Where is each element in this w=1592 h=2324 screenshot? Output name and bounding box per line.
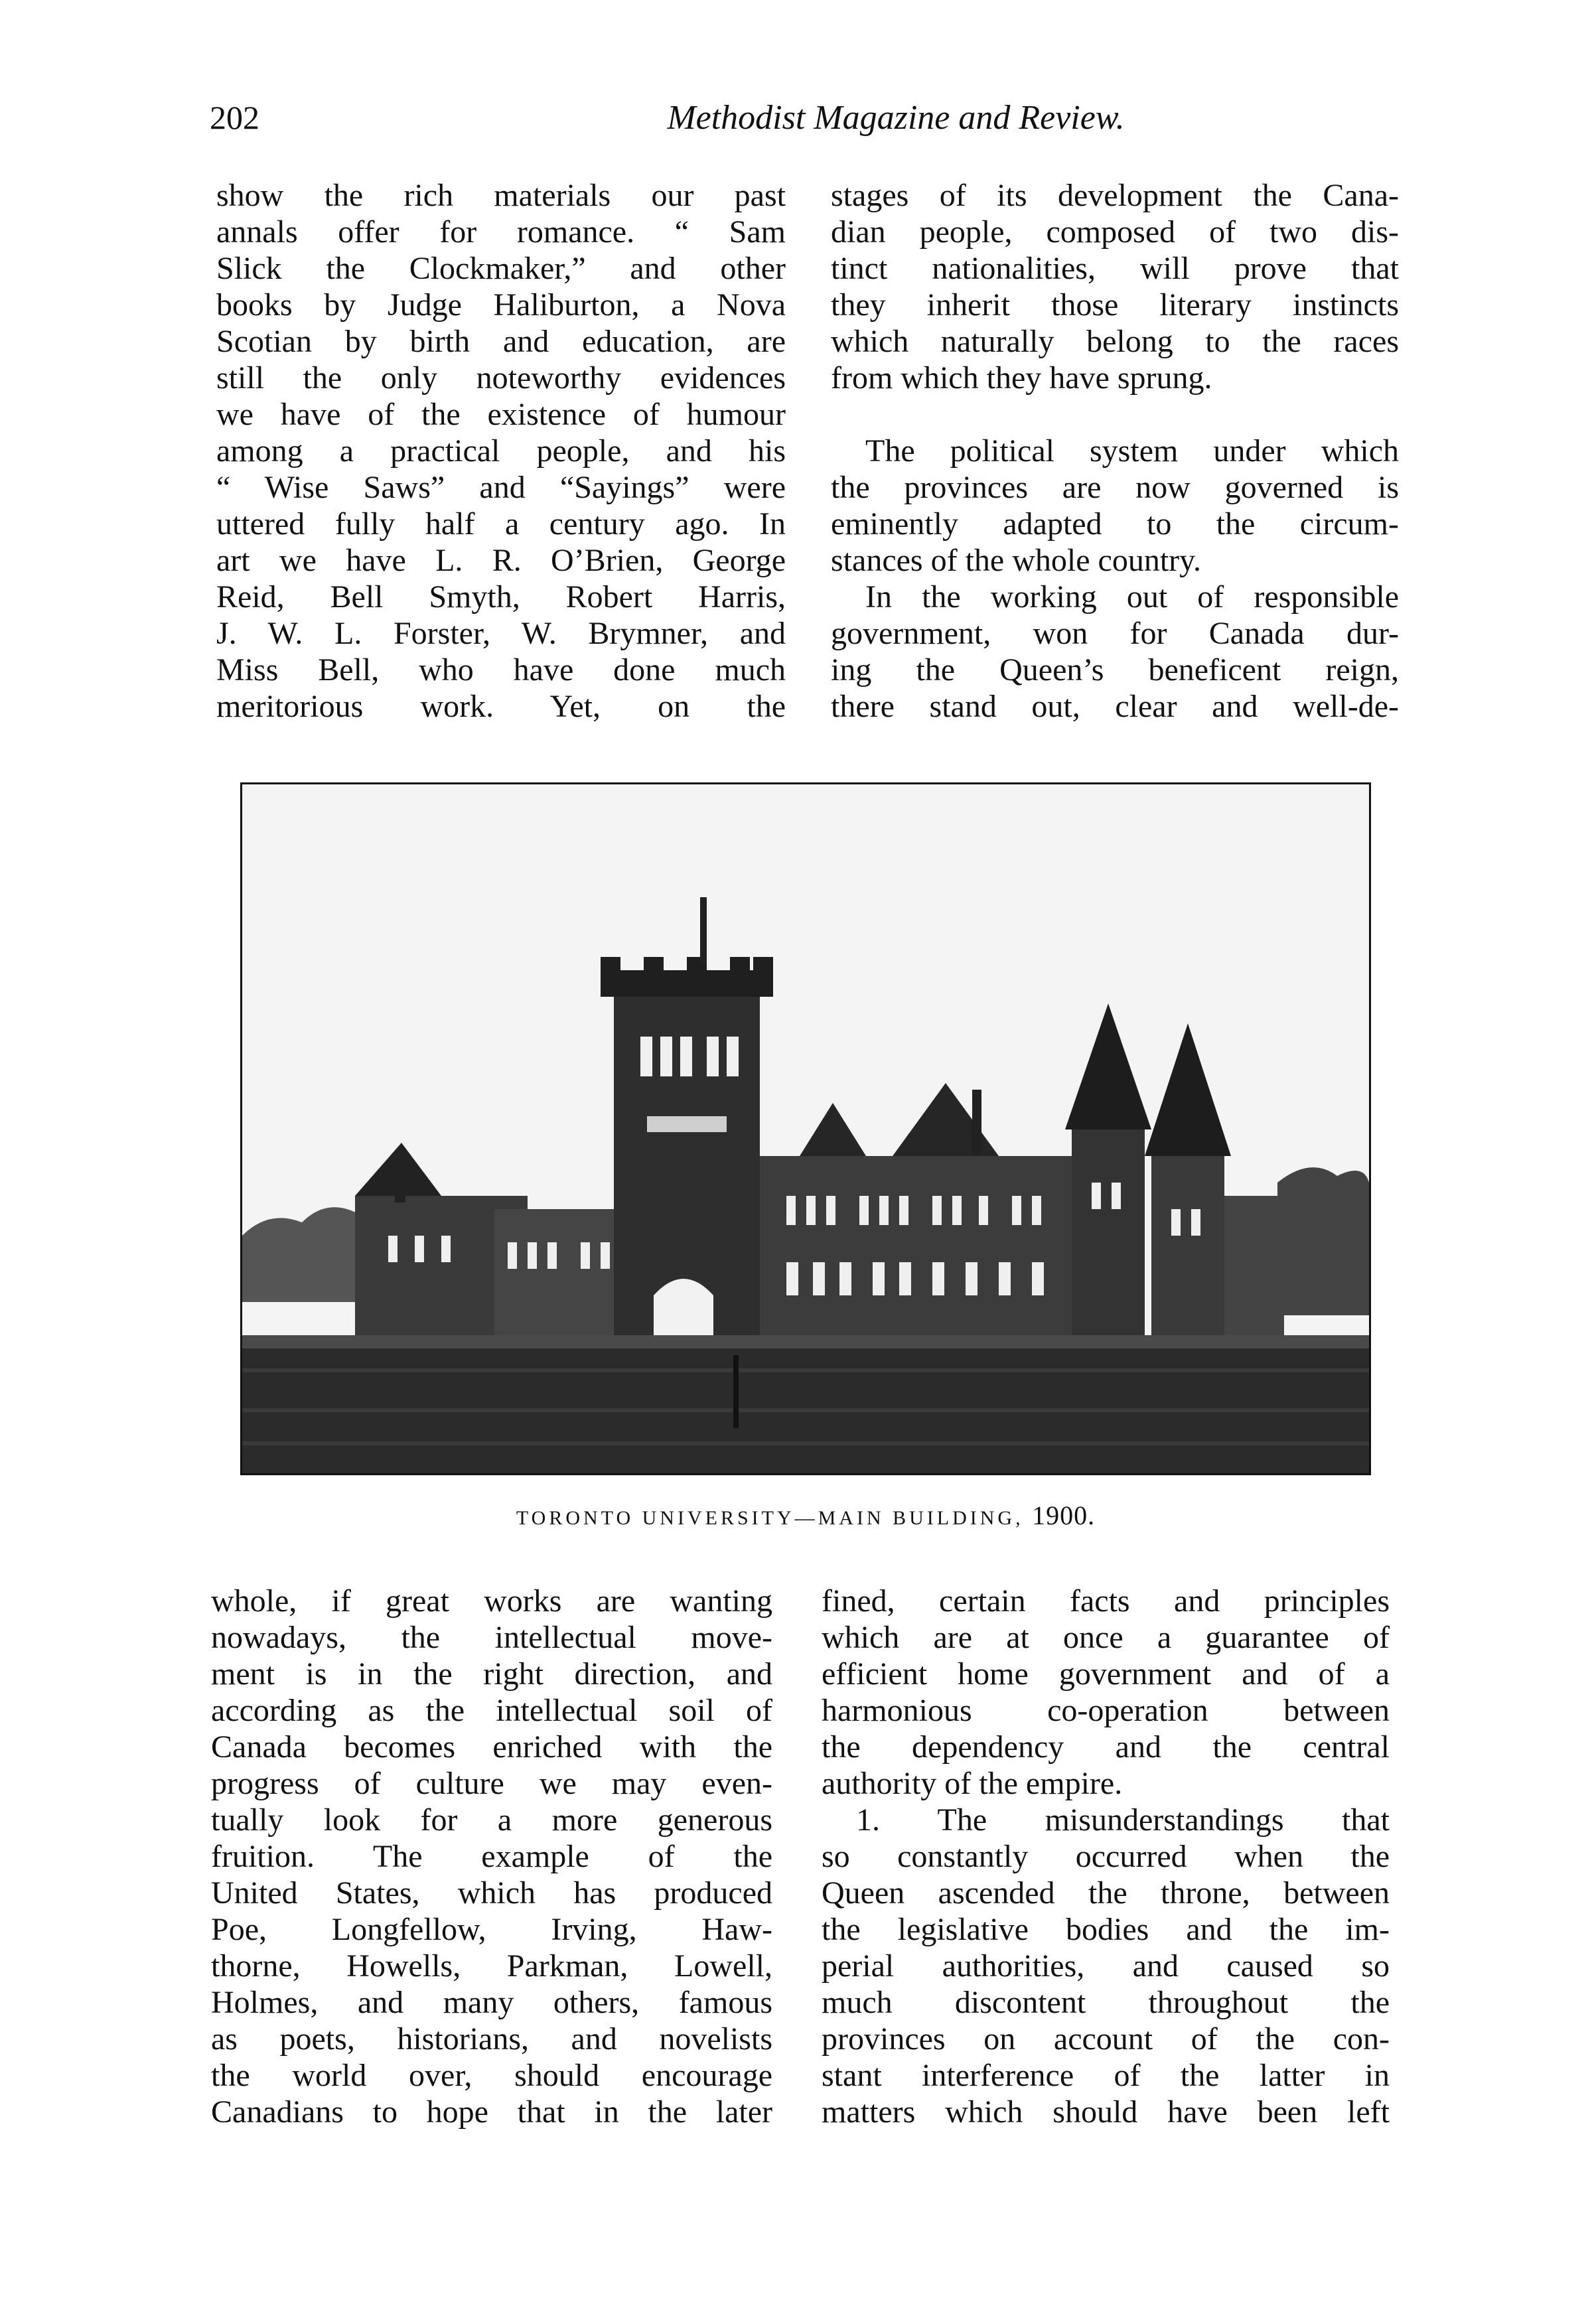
text-line: perial authorities, and caused so xyxy=(822,1948,1390,1984)
text-line: Miss Bell, who have done much xyxy=(216,652,786,688)
text-line: there stand out, clear and well-de- xyxy=(831,689,1399,724)
photograph-university-building xyxy=(240,782,1371,1475)
text-line: eminently adapted to the circum- xyxy=(831,506,1399,542)
text-line: art we have L. R. O’Brien, George xyxy=(216,543,786,578)
text-line: stances of the whole country. xyxy=(831,543,1202,578)
text-line: ment is in the right direction, and xyxy=(211,1656,772,1692)
paragraph xyxy=(216,177,786,725)
text-line: tually look for a more generous xyxy=(211,1802,772,1838)
paragraph xyxy=(211,1583,772,2130)
text-line: ing the Queen’s beneficent reign, xyxy=(831,652,1399,688)
text-line: matters which should have been left xyxy=(822,2094,1390,2130)
building-illustration xyxy=(242,784,1369,1473)
text-line: Canadians to hope that in the later xyxy=(211,2094,772,2130)
text-line: J. W. L. Forster, W. Brymner, and xyxy=(216,616,786,651)
text-line: Holmes, and many others, famous xyxy=(211,1985,772,2020)
text-line: Slick the Clockmaker,” and other xyxy=(216,251,786,286)
column-top-right xyxy=(831,177,1399,725)
text-line: harmonious co-operation between xyxy=(822,1693,1390,1728)
text-line: stant interference of the latter in xyxy=(822,2058,1390,2093)
caption-year: 1900. xyxy=(1032,1500,1096,1530)
text-line: books by Judge Haliburton, a Nova xyxy=(216,287,786,323)
text-line: annals offer for romance. “ Sam xyxy=(216,214,786,250)
text-line: Reid, Bell Smyth, Robert Harris, xyxy=(216,579,786,615)
text-line: dian people, composed of two dis- xyxy=(831,214,1399,250)
paragraph xyxy=(831,433,1399,579)
paragraph xyxy=(831,177,1399,396)
text-line: stages of its development the Cana- xyxy=(831,178,1399,213)
text-line: as poets, historians, and novelists xyxy=(211,2021,772,2057)
text-line: The political system under which xyxy=(865,433,1399,469)
text-line: In the working out of responsible xyxy=(865,579,1399,615)
text-line: Canada becomes enriched with the xyxy=(211,1729,772,1765)
paragraph xyxy=(831,579,1399,725)
text-line: fined, certain facts and principles xyxy=(822,1583,1390,1619)
text-line: we have of the existence of humour xyxy=(216,397,786,432)
text-line: which naturally belong to the races xyxy=(831,324,1399,359)
running-title: Methodist Magazine and Review. xyxy=(667,99,1125,137)
column-bottom-right xyxy=(822,1583,1390,2130)
text-line: progress of culture we may even- xyxy=(211,1766,772,1801)
text-line: the world over, should encourage xyxy=(211,2058,772,2093)
paragraph xyxy=(822,1802,1390,2130)
text-line: they inherit those literary instincts xyxy=(831,287,1399,323)
text-line: which are at once a guarantee of xyxy=(822,1620,1390,1655)
text-line: Queen ascended the throne, between xyxy=(822,1875,1390,1911)
text-line: tinct nationalities, will prove that xyxy=(831,251,1399,286)
text-line: so constantly occurred when the xyxy=(822,1839,1390,1874)
text-line: United States, which has produced xyxy=(211,1875,772,1911)
text-line: 1. The misunderstandings that xyxy=(856,1802,1390,1838)
text-line: fruition. The example of the xyxy=(211,1839,772,1874)
text-line: whole, if great works are wanting xyxy=(211,1583,772,1619)
text-line: the provinces are now governed is xyxy=(831,470,1399,505)
caption-text: TORONTO UNIVERSITY—MAIN BUILDING, xyxy=(516,1507,1024,1529)
column-bottom-left xyxy=(211,1583,772,2130)
text-line: government, won for Canada dur- xyxy=(831,616,1399,651)
paragraph xyxy=(822,1583,1390,1802)
text-line: among a practical people, and his xyxy=(216,433,786,469)
figure-caption xyxy=(240,1500,1371,1531)
column-top-left xyxy=(216,177,786,725)
text-line: thorne, Howells, Parkman, Lowell, xyxy=(211,1948,772,1984)
text-line: Scotian by birth and education, are xyxy=(216,324,786,359)
text-line: from which they have sprung. xyxy=(831,360,1212,396)
text-line: still the only noteworthy evidences xyxy=(216,360,786,396)
text-line: the dependency and the central xyxy=(822,1729,1390,1765)
text-line: Poe, Longfellow, Irving, Haw- xyxy=(211,1912,772,1947)
page-number: 202 xyxy=(210,99,259,136)
text-line: provinces on account of the con- xyxy=(822,2021,1390,2057)
text-line: meritorious work. Yet, on the xyxy=(216,689,786,724)
text-line: the legislative bodies and the im- xyxy=(822,1912,1390,1947)
text-line: authority of the empire. xyxy=(822,1766,1123,1801)
text-line: much discontent throughout the xyxy=(822,1985,1390,2020)
text-line: efficient home government and of a xyxy=(822,1656,1390,1692)
text-line: nowadays, the intellectual move- xyxy=(211,1620,772,1655)
text-line: “ Wise Saws” and “Sayings” were xyxy=(216,470,786,505)
text-line: uttered fully half a century ago. In xyxy=(216,506,786,542)
text-line: show the rich materials our past xyxy=(216,178,786,213)
text-line: according as the intellectual soil of xyxy=(211,1693,772,1728)
